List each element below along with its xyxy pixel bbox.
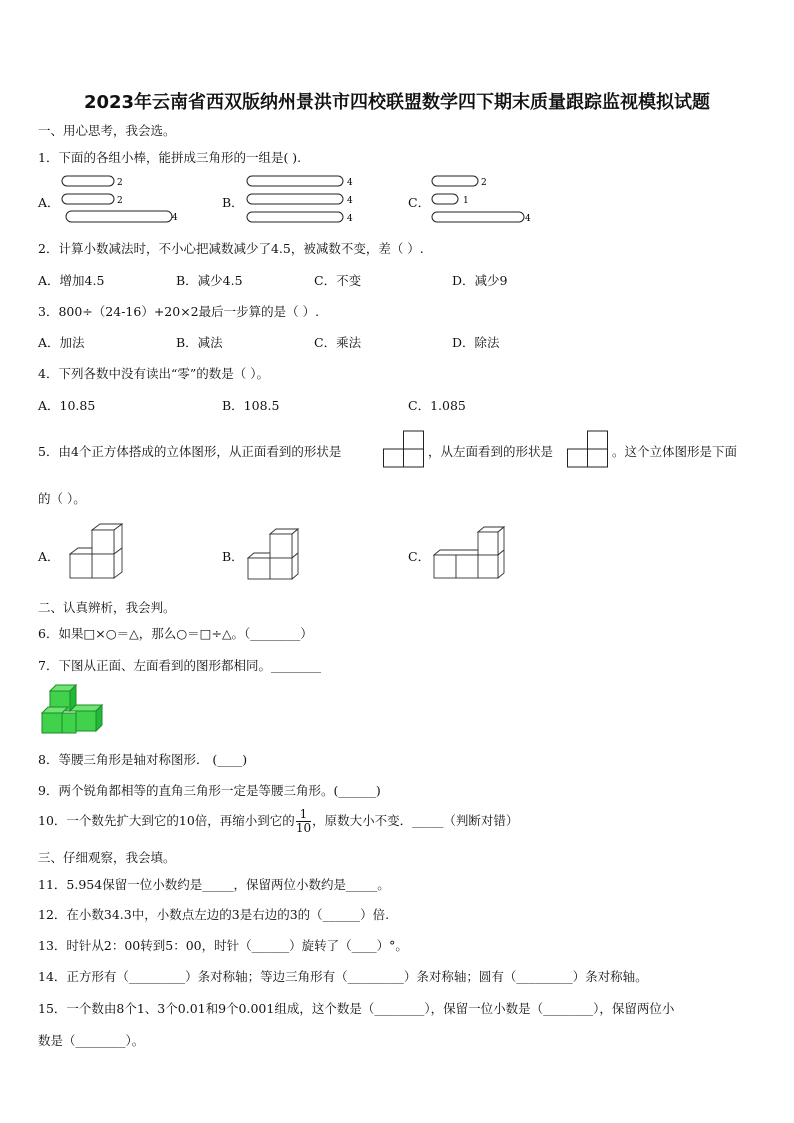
question-15-line1: 15．一个数由8个1、3个0.01和9个0.001组成，这个数是（________），保留一位小数是（________），保留两位小 [38, 1001, 675, 1016]
q3-option-c: C．乘法 [314, 335, 362, 350]
section-heading-1: 一、用心思考，我会选。 [38, 123, 176, 138]
q4-option-c: C．1.085 [408, 398, 466, 413]
q10-fraction-numerator: 1 [296, 808, 311, 822]
question-5-part2: ，从左面看到的形状是 [428, 444, 554, 459]
q10-fraction-denominator: 10 [295, 821, 312, 835]
q1-a-len-3: 4 [172, 213, 178, 223]
q1-option-b-label: B． [222, 195, 244, 210]
q2-option-c: C．不变 [314, 273, 362, 288]
q2-option-d: D．减少9 [452, 273, 508, 288]
q3-option-d: D．除法 [452, 335, 500, 350]
question-4: 4．下列各数中没有读出“零”的数是（ ）。 [38, 366, 269, 381]
question-12: 12．在小数34.3中，小数点左边的3是右边的3的（______）倍. [38, 907, 390, 922]
q1-sticks-a [60, 172, 190, 228]
q1-c-len-3: 4 [525, 214, 531, 224]
q1-a-len-2: 2 [117, 196, 123, 206]
q2-option-b: B．减少4.5 [176, 273, 243, 288]
question-2: 2．计算小数减法时，不小心把减数减少了4.5，被减数不变，差（ ）. [38, 241, 424, 256]
q4-option-a: A．10.85 [38, 398, 96, 413]
q5-option-b-label: B． [222, 549, 244, 564]
q1-b-len-2: 4 [347, 196, 353, 206]
section-heading-3: 三、仔细观察，我会填。 [38, 850, 176, 865]
q1-b-len-1: 4 [347, 178, 353, 188]
q5-option-a-figure [62, 522, 124, 582]
question-13: 13．时针从2：00转到5：00，时针（______）旋转了（____）°。 [38, 938, 408, 953]
q2-option-a: A．增加4.5 [38, 273, 105, 288]
question-11: 11．5.954保留一位小数约是_____，保留两位小数约是_____。 [38, 877, 390, 892]
q5-option-c-figure [432, 526, 510, 580]
question-5-line2: 的（ ）。 [38, 491, 86, 506]
q1-b-len-3: 4 [347, 214, 353, 224]
q3-option-a: A．加法 [38, 335, 85, 350]
q5-left-view [567, 430, 611, 468]
q7-green-cubes-figure [40, 683, 104, 735]
question-5-part1: 5．由4个正方体搭成的立体图形，从正面看到的形状是 [38, 444, 342, 459]
q10-fraction [296, 808, 311, 835]
q10-suffix: ，原数大小不变．_____（判断对错） [312, 813, 519, 828]
question-10 [38, 808, 518, 835]
section-heading-2: 二、认真辨析，我会判。 [38, 600, 176, 615]
q1-c-len-1: 2 [481, 178, 487, 188]
q5-option-a-label: A． [38, 549, 60, 564]
q4-option-b: B．108.5 [222, 398, 280, 413]
question-1: 1．下面的各组小棒，能拼成三角形的一组是( ). [38, 150, 302, 165]
question-14: 14．正方形有（_________）条对称轴；等边三角形有（_________）条对称轴；圆有（_________）条对称轴。 [38, 969, 648, 984]
question-9: 9．两个锐角都相等的直角三角形一定是等腰三角形。(______) [38, 783, 381, 798]
question-7: 7．下图从正面、左面看到的图形都相同。________ [38, 658, 321, 673]
question-8: 8．等腰三角形是轴对称图形． (____) [38, 752, 248, 767]
q10-prefix: 10．一个数先扩大到它的10倍，再缩小到它的 [38, 813, 295, 828]
question-6: 6．如果□×○＝△，那么○＝□÷△。（________） [38, 626, 313, 641]
q1-option-a-label: A． [38, 195, 60, 210]
question-3: 3．800÷（24-16）+20×2最后一步算的是（ ）. [38, 304, 320, 319]
q1-sticks-c [430, 172, 540, 228]
question-5-part3: 。这个立体图形是下面 [612, 444, 738, 459]
q5-front-view [383, 430, 427, 468]
page-title: 2023年云南省西双版纳州景洪市四校联盟数学四下期末质量跟踪监视模拟试题 [83, 92, 711, 113]
q5-option-b-figure [246, 528, 302, 580]
q3-option-b: B．减法 [176, 335, 223, 350]
q1-c-len-2: 1 [463, 196, 469, 206]
q5-option-c-label: C． [408, 549, 431, 564]
q1-a-len-1: 2 [117, 178, 123, 188]
question-15-line2: 数是（________）。 [38, 1033, 145, 1048]
q1-sticks-b [245, 172, 365, 228]
q1-option-c-label: C． [408, 195, 431, 210]
